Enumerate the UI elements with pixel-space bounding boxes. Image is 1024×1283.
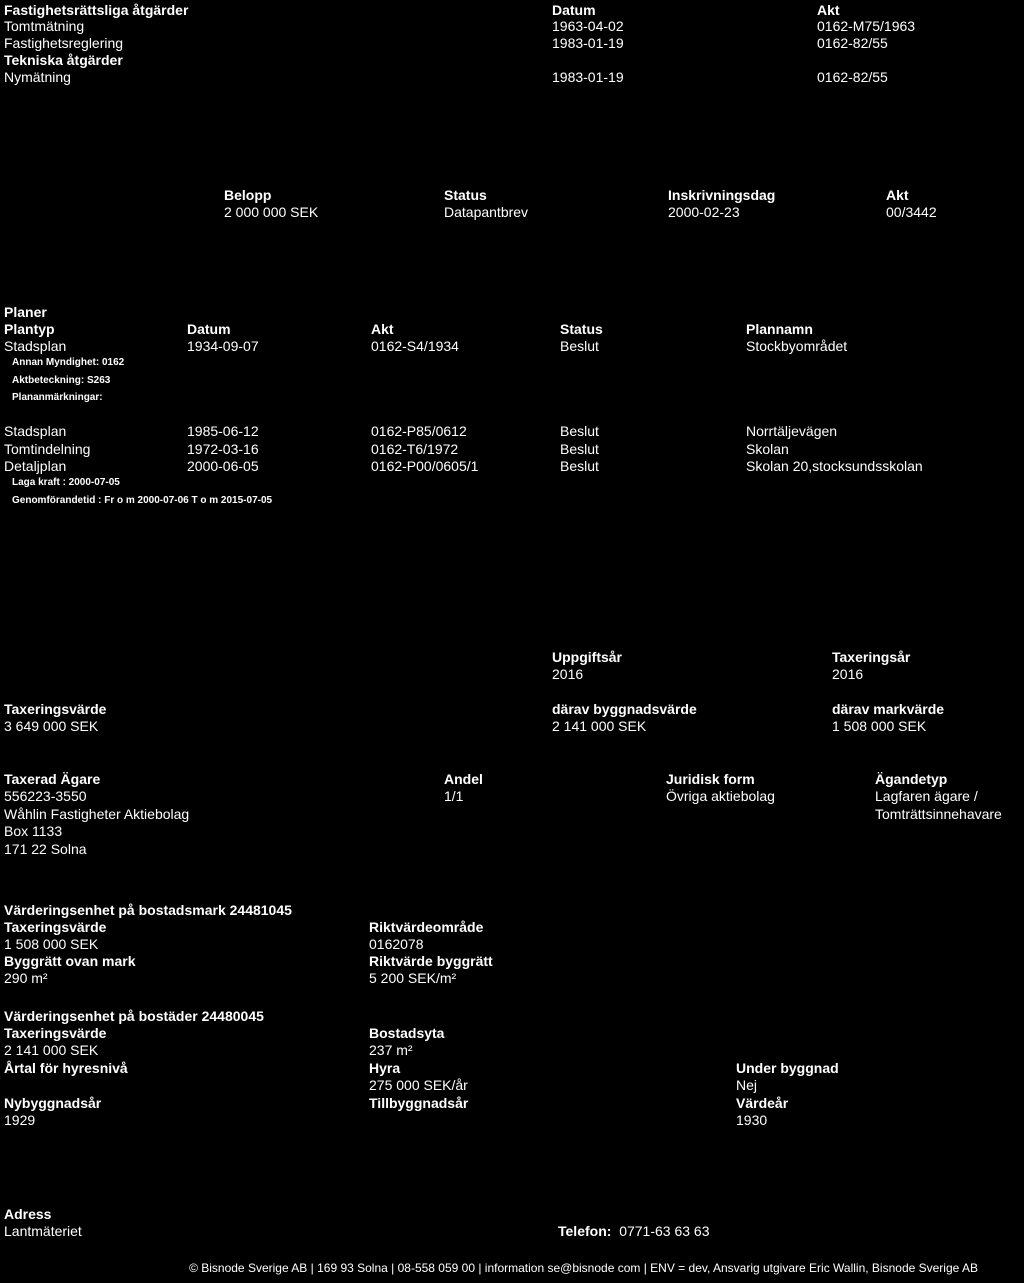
inteckning-akt: 00/3442 <box>886 204 937 220</box>
atgard-name: Tomtmätning <box>4 18 85 34</box>
label-artal-hyresniva: Årtal för hyresnivå <box>4 1060 128 1076</box>
label-under-byggnad: Under byggnad <box>736 1060 839 1076</box>
atgard-name: Nymätning <box>4 69 71 85</box>
inteckning-status: Datapantbrev <box>444 204 529 220</box>
label-andel: Andel <box>444 771 483 787</box>
plan-plannamn: Stockbyområdet <box>746 338 848 354</box>
plan-note: Laga kraft : 2000-07-05 <box>12 477 120 488</box>
plan-plannamn: Norrtäljevägen <box>746 423 838 439</box>
column-header-akt: Akt <box>371 321 394 337</box>
plan-plannamn: Skolan <box>746 441 789 457</box>
plan-note: Aktbeteckning: S263 <box>12 375 111 386</box>
label-riktvarde-byggratt: Riktvärde byggrätt <box>369 953 493 969</box>
value-agandetyp: Tomträttsinnehavare <box>875 806 1002 822</box>
label-taxeringsvarde: Taxeringsvärde <box>4 1025 107 1041</box>
label-tillbyggnadsar: Tillbyggnadsår <box>369 1095 469 1111</box>
plan-datum: 1985-06-12 <box>187 423 259 439</box>
column-header-plantyp: Plantyp <box>4 321 55 337</box>
column-header-akt: Akt <box>886 187 909 203</box>
plan-note: Genomförandetid : Fr o m 2000-07-06 T o m 2015-07-05 <box>12 495 273 506</box>
atgard-akt: 0162-M75/1963 <box>817 18 916 34</box>
label-bostadsyta: Bostadsyta <box>369 1025 445 1041</box>
label-vardear: Värdeår <box>736 1095 789 1111</box>
plan-note: Plananmärkningar: <box>12 392 103 403</box>
plan-datum: 2000-06-05 <box>187 458 259 474</box>
value-byggratt: 290 m² <box>4 970 48 986</box>
plan-note: Annan Myndighet: 0162 <box>12 357 125 368</box>
label-byggratt: Byggrätt ovan mark <box>4 953 136 969</box>
telefon <box>558 1222 710 1240</box>
label-agandetyp: Ägandetyp <box>875 771 948 787</box>
value-vardear: 1930 <box>736 1112 768 1128</box>
label-telefon: Telefon: <box>558 1223 612 1239</box>
value-juridisk-form: Övriga aktiebolag <box>666 788 775 804</box>
agare-orgnr: 556223-3550 <box>4 788 87 804</box>
column-header-status: Status <box>560 321 603 337</box>
value-andel: 1/1 <box>444 788 464 804</box>
column-header-datum: Datum <box>187 321 231 337</box>
value-taxeringsvarde: 3 649 000 SEK <box>4 718 99 734</box>
value-hyra: 275 000 SEK/år <box>369 1077 468 1093</box>
value-agandetyp: Lagfaren ägare / <box>875 788 978 804</box>
plan-akt: 0162-T6/1972 <box>371 441 459 457</box>
footer-text: © Bisnode Sverige AB | 169 93 Solna | 08-558 059 00 | information se@bisnode com | ENV = dev, Ansvarig utgivare Eric Wallin, Bisnode Sverige AB <box>189 1261 978 1275</box>
plan-status: Beslut <box>560 441 599 457</box>
label-byggnadsvarde: därav byggnadsvärde <box>552 701 697 717</box>
label-juridisk-form: Juridisk form <box>666 771 755 787</box>
column-header-akt: Akt <box>817 2 840 18</box>
label-taxeringsar: Taxeringsår <box>832 649 911 665</box>
plan-plantyp: Tomtindelning <box>4 441 91 457</box>
value-telefon: 0771-63 63 63 <box>619 1223 710 1239</box>
value-taxeringsvarde: 1 508 000 SEK <box>4 936 99 952</box>
plan-status: Beslut <box>560 423 599 439</box>
plan-status: Beslut <box>560 338 599 354</box>
value-under-byggnad: Nej <box>736 1077 758 1093</box>
atgard-datum: 1983-01-19 <box>552 35 624 51</box>
value-markvarde: 1 508 000 SEK <box>832 718 927 734</box>
column-header-datum: Datum <box>552 2 596 18</box>
agare-address: Box 1133 <box>4 823 63 839</box>
value-nybyggnadsar: 1929 <box>4 1112 36 1128</box>
section-heading-planer: Planer <box>4 304 47 320</box>
plan-datum: 1972-03-16 <box>187 441 259 457</box>
section-heading-bostader: Värderingsenhet på bostäder 24480045 <box>4 1008 264 1024</box>
value-uppgiftsar: 2016 <box>552 666 584 682</box>
label-uppgiftsar: Uppgiftsår <box>552 649 622 665</box>
section-heading-bostadsmark: Värderingsenhet på bostadsmark 24481045 <box>4 902 292 918</box>
label-taxeringsvarde: Taxeringsvärde <box>4 701 107 717</box>
value-riktvarde-byggratt: 5 200 SEK/m² <box>369 970 457 986</box>
label-taxerad-agare: Taxerad Ägare <box>4 771 101 787</box>
plan-plantyp: Stadsplan <box>4 423 67 439</box>
label-taxeringsvarde: Taxeringsvärde <box>4 919 107 935</box>
section-heading-fastighetsrattsliga: Fastighetsrättsliga åtgärder <box>4 2 189 18</box>
column-header-inskrivningsdag: Inskrivningsdag <box>668 187 776 203</box>
atgard-akt: 0162-82/55 <box>817 35 888 51</box>
plan-datum: 1934-09-07 <box>187 338 259 354</box>
column-header-plannamn: Plannamn <box>746 321 813 337</box>
atgard-name: Fastighetsreglering <box>4 35 124 51</box>
column-header-status: Status <box>444 187 487 203</box>
value-byggnadsvarde: 2 141 000 SEK <box>552 718 647 734</box>
inteckning-belopp: 2 000 000 SEK <box>224 204 319 220</box>
label-nybyggnadsar: Nybyggnadsår <box>4 1095 102 1111</box>
label-markvarde: därav markvärde <box>832 701 945 717</box>
label-hyra: Hyra <box>369 1060 401 1076</box>
plan-plantyp: Stadsplan <box>4 338 67 354</box>
plan-plantyp: Detaljplan <box>4 458 67 474</box>
plan-akt: 0162-P85/0612 <box>371 423 467 439</box>
agare-address: 171 22 Solna <box>4 841 87 857</box>
inteckning-inskrivningsdag: 2000-02-23 <box>668 204 740 220</box>
atgard-akt: 0162-82/55 <box>817 69 888 85</box>
plan-status: Beslut <box>560 458 599 474</box>
atgard-datum: 1963-04-02 <box>552 18 624 34</box>
label-adress: Adress <box>4 1206 52 1222</box>
plan-akt: 0162-P00/0605/1 <box>371 458 479 474</box>
plan-akt: 0162-S4/1934 <box>371 338 459 354</box>
value-bostadsyta: 237 m² <box>369 1042 413 1058</box>
plan-plannamn: Skolan 20,stocksundsskolan <box>746 458 923 474</box>
value-taxeringsvarde: 2 141 000 SEK <box>4 1042 99 1058</box>
section-heading-tekniska: Tekniska åtgärder <box>4 52 123 68</box>
label-riktvardeomrade: Riktvärdeområde <box>369 919 484 935</box>
column-header-belopp: Belopp <box>224 187 272 203</box>
atgard-datum: 1983-01-19 <box>552 69 624 85</box>
value-riktvardeomrade: 0162078 <box>369 936 424 952</box>
value-taxeringsar: 2016 <box>832 666 864 682</box>
agare-name: Wåhlin Fastigheter Aktiebolag <box>4 806 190 822</box>
value-adress: Lantmäteriet <box>4 1223 82 1239</box>
